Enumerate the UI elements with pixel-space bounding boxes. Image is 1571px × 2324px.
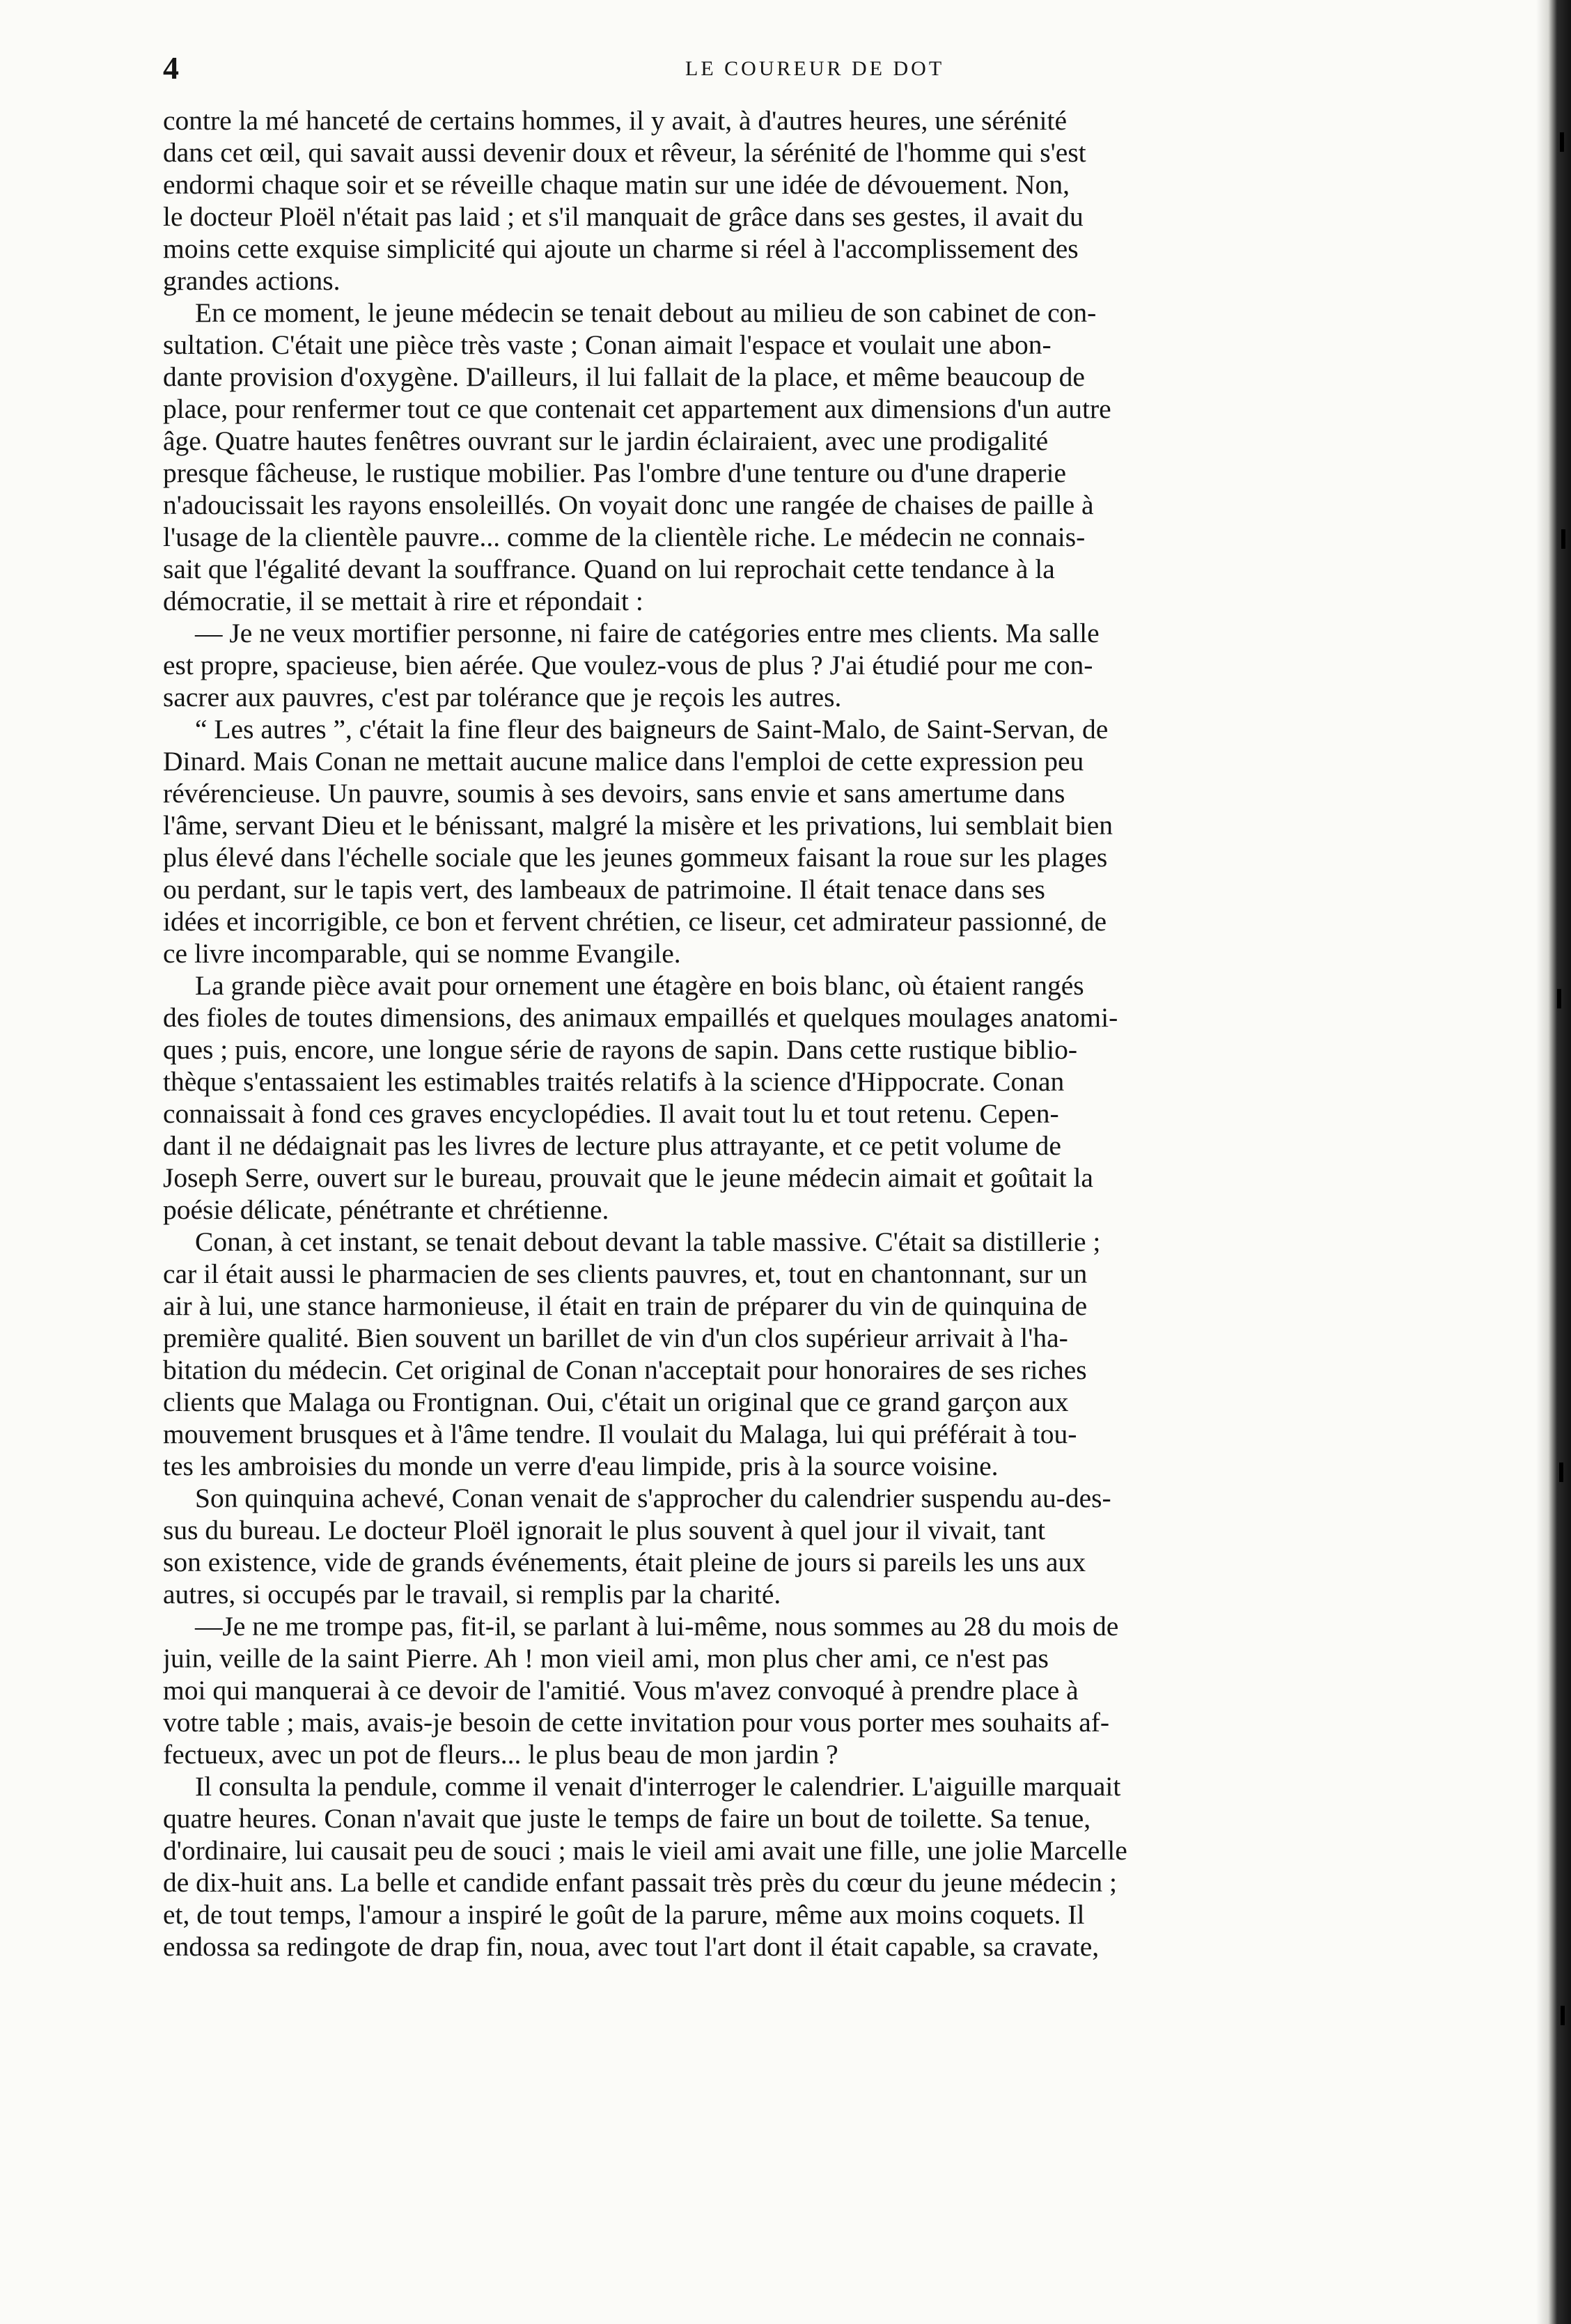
- text-line: l'usage de la clientèle pauvre... comme de la clientèle riche. Le médecin ne connais-: [163, 522, 1086, 552]
- text-line: tes les ambroisies du monde un verre d'eau limpide, pris à la source voisine.: [163, 1451, 999, 1481]
- body-text: [163, 104, 1514, 2298]
- edge-mark: [1557, 989, 1561, 1008]
- text-line: clients que Malaga ou Frontignan. Oui, c'était un original que ce grand garçon aux: [163, 1387, 1069, 1417]
- text-line: quatre heures. Conan n'avait que juste le temps de faire un bout de toilette. Sa tenue,: [163, 1803, 1091, 1834]
- text-line: ques ; puis, encore, une longue série de rayons de sapin. Dans cette rustique biblio-: [163, 1034, 1078, 1065]
- text-line: sus du bureau. Le docteur Ploël ignorait le plus souvent à quel jour il vivait, tant: [163, 1515, 1046, 1545]
- text-line: révérencieuse. Un pauvre, soumis à ses devoirs, sans envie et sans amertume dans: [163, 778, 1065, 809]
- text-line: connaissait à fond ces graves encyclopédies. Il avait tout lu et tout retenu. Cepen-: [163, 1098, 1059, 1129]
- paragraph-start-line: Son quinquina achevé, Conan venait de s'approcher du calendrier suspendu au-des-: [195, 1483, 1111, 1513]
- text-line: votre table ; mais, avais-je besoin de cette invitation pour vous porter mes souhaits af-: [163, 1707, 1110, 1738]
- text-line: des fioles de toutes dimensions, des animaux empaillés et quelques moulages anatomi-: [163, 1002, 1118, 1033]
- text-line: d'ordinaire, lui causait peu de souci ; mais le vieil ami avait une fille, une jolie Marcelle: [163, 1835, 1127, 1866]
- text-line: sacrer aux pauvres, c'est par tolérance que je reçois les autres.: [163, 682, 842, 712]
- text-line: grandes actions.: [163, 265, 341, 296]
- text-line: son existence, vide de grands événements, était pleine de jours si pareils les uns aux: [163, 1547, 1086, 1577]
- text-line: bitation du médecin. Cet original de Conan n'acceptait pour honoraires de ses riches: [163, 1355, 1087, 1385]
- text-line: Joseph Serre, ouvert sur le bureau, prouvait que le jeune médecin aimait et goûtait la: [163, 1162, 1093, 1193]
- text-line: est propre, spacieuse, bien aérée. Que voulez-vous de plus ? J'ai étudié pour me con-: [163, 650, 1093, 680]
- text-line: car il était aussi le pharmacien de ses clients pauvres, et, tout en chantonnant, sur un: [163, 1258, 1088, 1289]
- text-line: sultation. C'était une pièce très vaste ; Conan aimait l'espace et voulait une abon-: [163, 329, 1052, 360]
- text-line: démocratie, il se mettait à rire et répondait :: [163, 586, 643, 616]
- paragraph-start-line: — Je ne veux mortifier personne, ni faire de catégories entre mes clients. Ma salle: [195, 618, 1100, 648]
- paragraph-start-line: En ce moment, le jeune médecin se tenait debout au milieu de son cabinet de con-: [195, 297, 1097, 328]
- text-line: autres, si occupés par le travail, si remplis par la charité.: [163, 1579, 781, 1609]
- text-line: plus élevé dans l'échelle sociale que les jeunes gommeux faisant la roue sur les plages: [163, 842, 1108, 873]
- text-line: dant il ne dédaignait pas les livres de lecture plus attrayante, et ce petit volume de: [163, 1130, 1061, 1161]
- text-line: endormi chaque soir et se réveille chaque matin sur une idée de dévouement. Non,: [163, 169, 1070, 200]
- text-line: place, pour renfermer tout ce que contenait cet appartement aux dimensions d'un autre: [163, 393, 1111, 424]
- edge-mark: [1560, 132, 1564, 152]
- text-line: idées et incorrigible, ce bon et fervent chrétien, ce liseur, cet admirateur passionné, de: [163, 906, 1107, 937]
- text-line: et, de tout temps, l'amour a inspiré le goût de la parure, même aux moins coquets. Il: [163, 1899, 1085, 1930]
- text-line: sait que l'égalité devant la souffrance. Quand on lui reprochait cette tendance à la: [163, 554, 1055, 584]
- text-line: fectueux, avec un pot de fleurs... le plus beau de mon jardin ?: [163, 1739, 838, 1770]
- text-line: le docteur Ploël n'était pas laid ; et s'il manquait de grâce dans ses gestes, il avait du: [163, 201, 1084, 232]
- text-line: air à lui, une stance harmonieuse, il était en train de préparer du vin de quinquina de: [163, 1290, 1088, 1321]
- scanned-page-edge: [1536, 0, 1571, 2324]
- text-line: âge. Quatre hautes fenêtres ouvrant sur le jardin éclairaient, avec une prodigalité: [163, 426, 1049, 456]
- text-line: endossa sa redingote de drap fin, noua, avec tout l'art dont il était capable, sa cravate,: [163, 1931, 1100, 1962]
- text-line: presque fâcheuse, le rustique mobilier. Pas l'ombre d'une tenture ou d'une draperie: [163, 458, 1067, 488]
- text-line: moi qui manquerai à ce devoir de l'amitié. Vous m'avez convoqué à prendre place à: [163, 1675, 1079, 1706]
- paragraph-start-line: —Je ne me trompe pas, fit-il, se parlant à lui-même, nous sommes au 28 du mois de: [195, 1611, 1119, 1641]
- edge-mark: [1561, 2006, 1565, 2025]
- text-line: dante provision d'oxygène. D'ailleurs, il lui fallait de la place, et même beaucoup de: [163, 361, 1085, 392]
- paragraph-start-line: “ Les autres ”, c'était la fine fleur des baigneurs de Saint-Malo, de Saint-Servan, de: [195, 714, 1109, 744]
- text-line: Dinard. Mais Conan ne mettait aucune malice dans l'emploi de cette expression peu: [163, 746, 1084, 777]
- running-head: LE COUREUR DE DOT: [685, 57, 945, 80]
- text-line: première qualité. Bien souvent un barillet de vin d'un clos supérieur arrivait à l'ha-: [163, 1323, 1068, 1353]
- edge-mark: [1559, 1463, 1563, 1482]
- text-line: thèque s'entassaient les estimables traités relatifs à la science d'Hippocrate. Conan: [163, 1066, 1065, 1097]
- text-line: dans cet œil, qui savait aussi devenir doux et rêveur, la sérénité de l'homme qui s'est: [163, 137, 1086, 168]
- text-line: moins cette exquise simplicité qui ajoute un charme si réel à l'accomplissement des: [163, 233, 1079, 264]
- text-line: juin, veille de la saint Pierre. Ah ! mon vieil ami, mon plus cher ami, ce n'est pas: [163, 1643, 1049, 1674]
- text-line: contre la mé hanceté de certains hommes, il y avait, à d'autres heures, une sérénité: [163, 105, 1068, 136]
- text-line: n'adoucissait les rayons ensoleillés. On voyait donc une rangée de chaises de paille à: [163, 490, 1094, 520]
- text-line: ce livre incomparable, qui se nomme Evangile.: [163, 938, 681, 969]
- page-number: 4: [163, 50, 179, 86]
- text-line: mouvement brusques et à l'âme tendre. Il voulait du Malaga, lui qui préférait à tou-: [163, 1419, 1077, 1449]
- text-line: ou perdant, sur le tapis vert, des lambeaux de patrimoine. Il était tenace dans ses: [163, 874, 1045, 905]
- page-header: [163, 47, 1514, 89]
- text-line: poésie délicate, pénétrante et chrétienne.: [163, 1194, 609, 1225]
- text-line: l'âme, servant Dieu et le bénissant, malgré la misère et les privations, lui semblait bien: [163, 810, 1113, 841]
- text-line: de dix-huit ans. La belle et candide enfant passait très près du cœur du jeune médecin ;: [163, 1867, 1117, 1898]
- paragraph-start-line: Conan, à cet instant, se tenait debout devant la table massive. C'était sa distillerie ;: [195, 1226, 1101, 1257]
- edge-mark: [1561, 529, 1565, 549]
- paragraph-start-line: Il consulta la pendule, comme il venait d'interroger le calendrier. L'aiguille marquait: [195, 1771, 1121, 1802]
- paragraph-start-line: La grande pièce avait pour ornement une étagère en bois blanc, où étaient rangés: [195, 970, 1084, 1001]
